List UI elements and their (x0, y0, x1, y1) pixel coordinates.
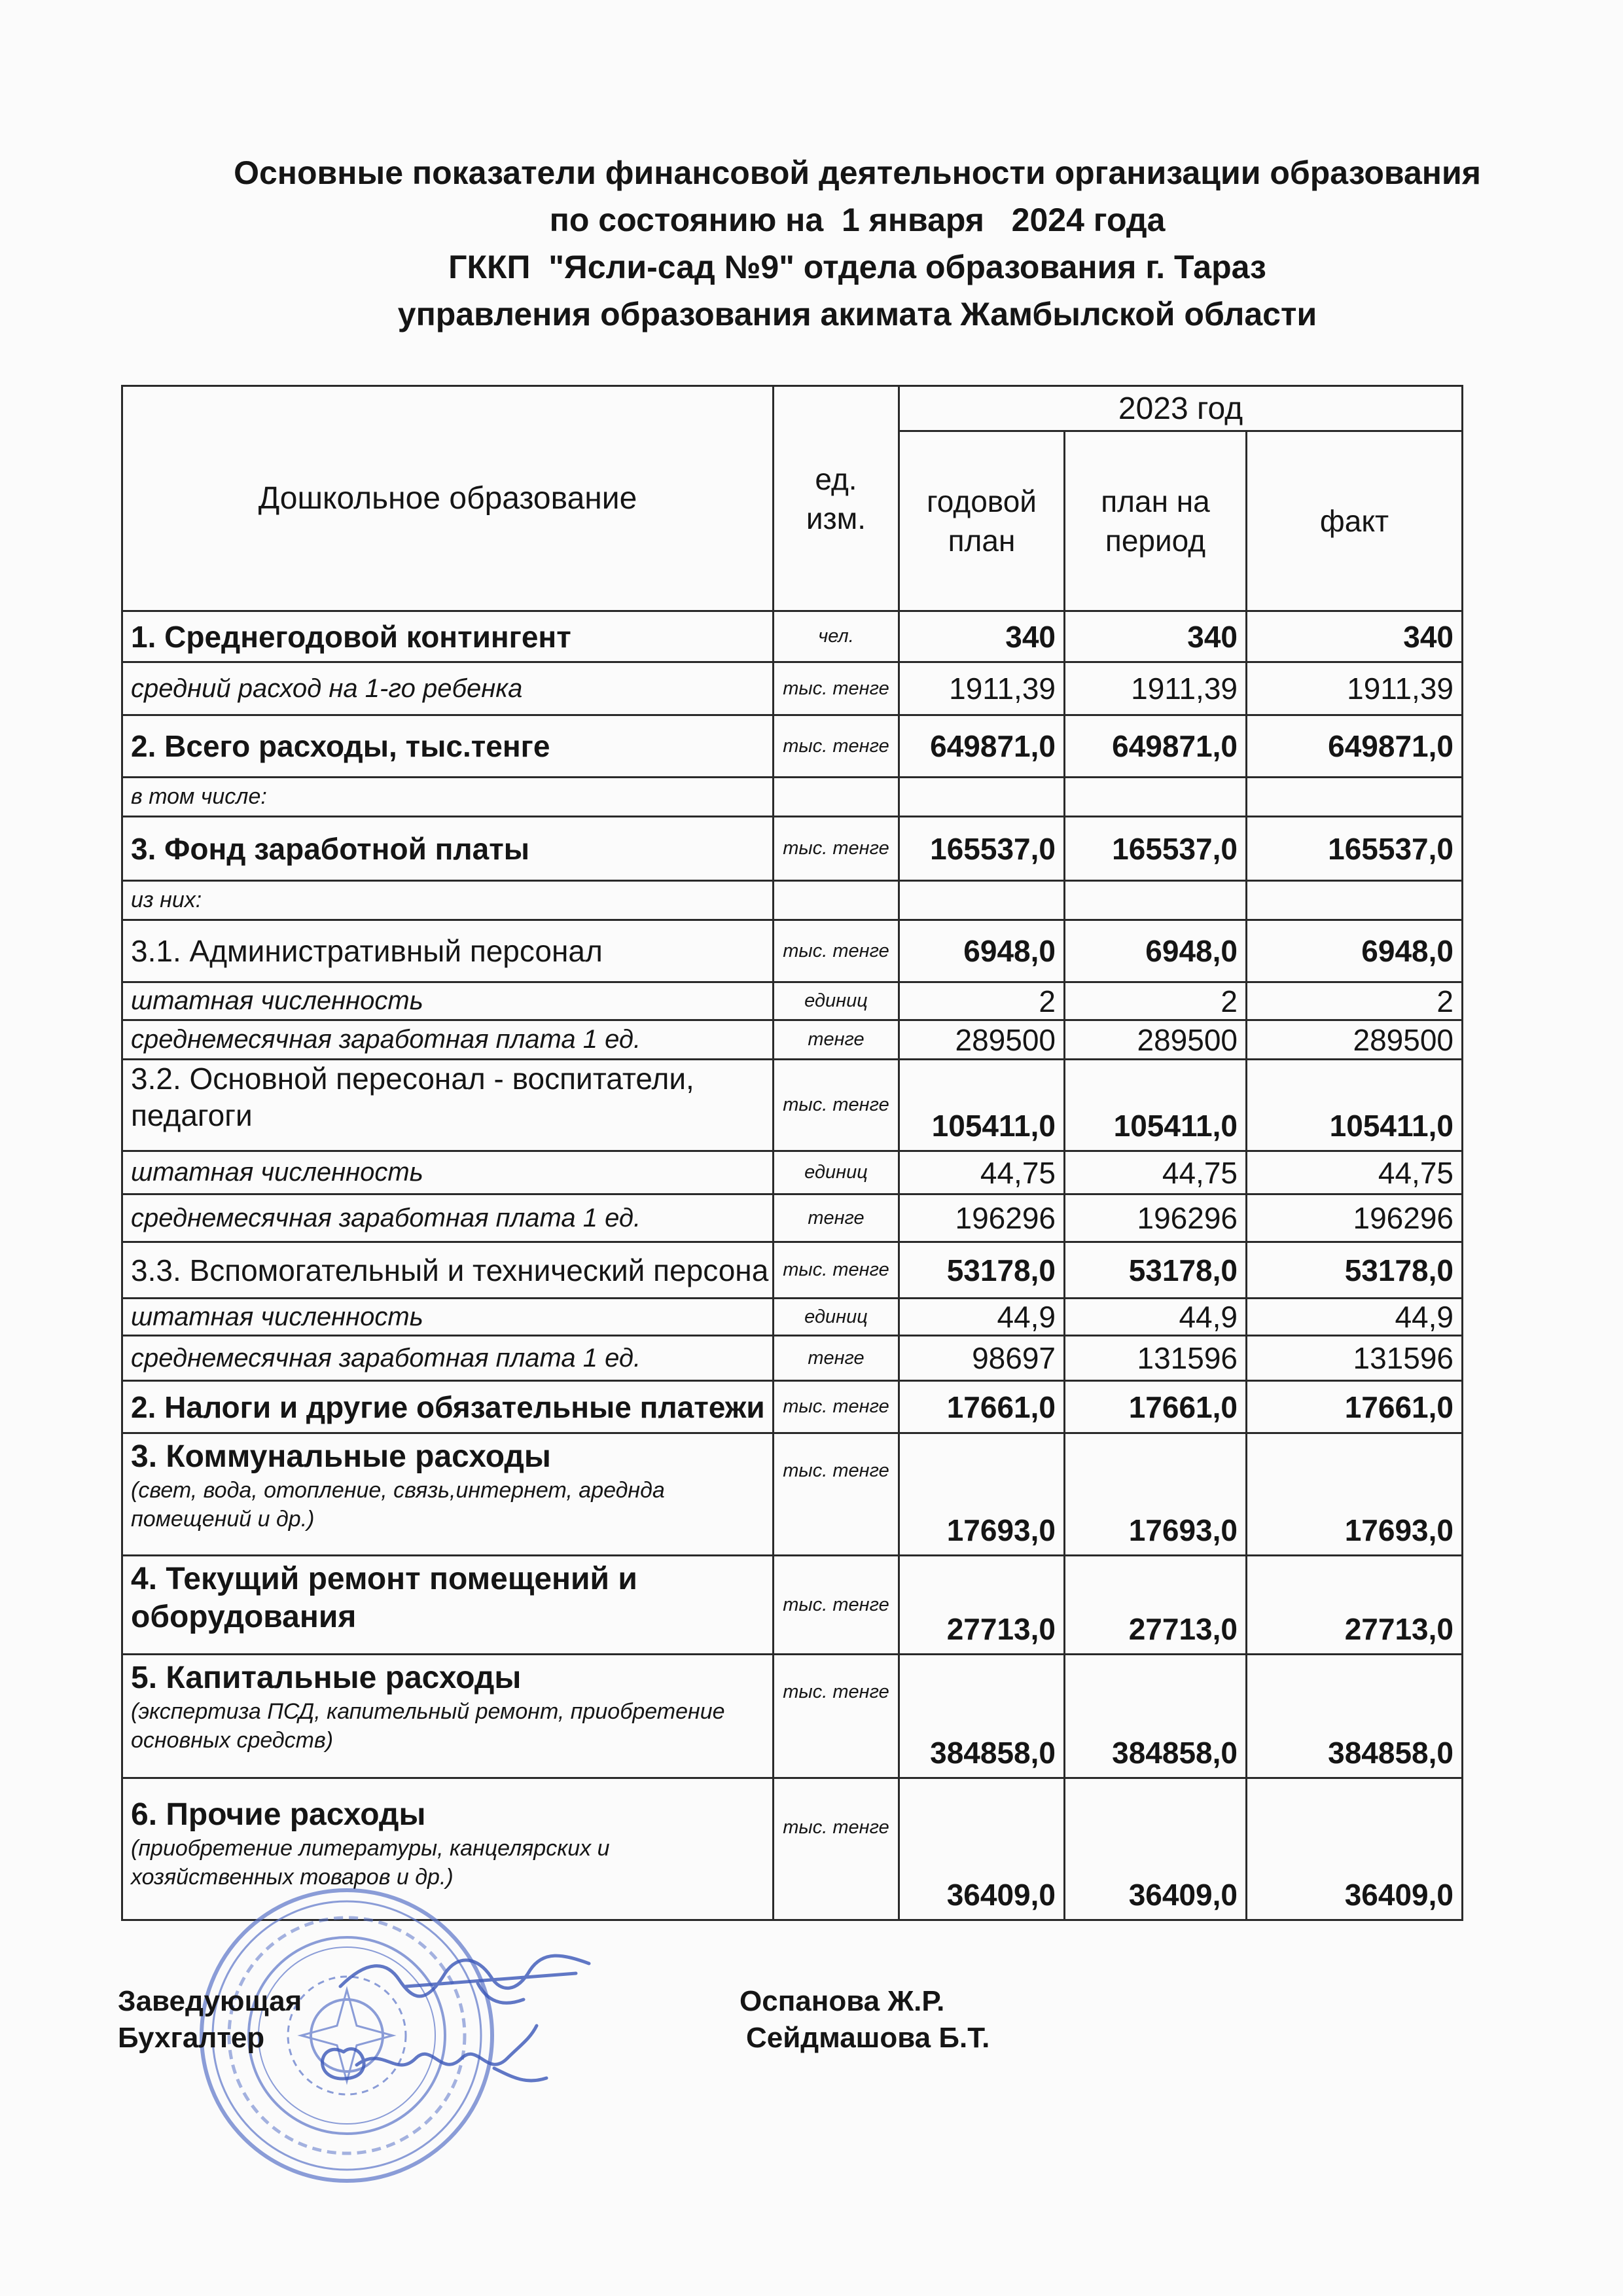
table-row (122, 1194, 1463, 1242)
cell-fact: 105411,0 (1247, 1060, 1463, 1151)
header-unit: ед. изм. (774, 386, 899, 611)
cell-annual-plan: 44,75 (899, 1151, 1065, 1194)
table-row (122, 611, 1463, 662)
header-organization: ГККП "Ясли-сад №9" отдела образования г. Тараз (448, 249, 1266, 285)
cell-fact: 44,75 (1247, 1151, 1463, 1194)
cell-annual-plan: 44,9 (899, 1299, 1065, 1336)
row-label: среднемесячная заработная плата 1 ед. (122, 1020, 774, 1060)
header-fact: факт (1247, 431, 1463, 611)
cell-fact: 196296 (1247, 1194, 1463, 1242)
row-label: 1. Среднегодовой контингент (122, 611, 774, 662)
cell-annual-plan: 53178,0 (899, 1242, 1065, 1299)
row-unit: тенге (774, 1020, 899, 1060)
cell-fact: 165537,0 (1247, 817, 1463, 881)
cell-fact: 44,9 (1247, 1299, 1463, 1336)
table-row (122, 1655, 1463, 1778)
row-title: 3. Коммунальные расходы (131, 1439, 551, 1474)
cell-period-plan: 1911,39 (1065, 662, 1247, 715)
cell-period-plan: 27713,0 (1065, 1556, 1247, 1655)
table-row (122, 1381, 1463, 1433)
row-unit: тыс. тенге (774, 817, 899, 881)
cell-annual-plan: 98697 (899, 1336, 1065, 1381)
empty-cell (774, 778, 899, 817)
header-preschool: Дошкольное образование (122, 386, 774, 611)
cell-period-plan: 44,75 (1065, 1151, 1247, 1194)
empty-cell (899, 778, 1065, 817)
cell-fact: 36409,0 (1247, 1778, 1463, 1920)
table-row (122, 1299, 1463, 1336)
row-label: в том числе: (122, 778, 774, 817)
cell-period-plan: 649871,0 (1065, 715, 1247, 778)
cell-fact: 17693,0 (1247, 1433, 1463, 1556)
signature-roles (118, 1983, 302, 2056)
cell-period-plan: 340 (1065, 611, 1247, 662)
row-label: штатная численность (122, 1151, 774, 1194)
cell-annual-plan: 2 (899, 982, 1065, 1020)
row-note: (экспертиза ПСД, капительный ремонт, приобретение основных средств) (131, 1699, 725, 1753)
row-unit: тенге (774, 1336, 899, 1381)
row-label: из них: (122, 881, 774, 920)
role-accountant: Бухгалтер (118, 2022, 265, 2054)
cell-annual-plan: 17661,0 (899, 1381, 1065, 1433)
cell-period-plan: 131596 (1065, 1336, 1247, 1381)
cell-annual-plan: 17693,0 (899, 1433, 1065, 1556)
table-row (122, 982, 1463, 1020)
cell-annual-plan: 384858,0 (899, 1655, 1065, 1778)
cell-period-plan: 196296 (1065, 1194, 1247, 1242)
cell-fact: 649871,0 (1247, 715, 1463, 778)
row-note: (свет, вода, отопление, связь,интернет, ареднда помещений и др.) (131, 1478, 665, 1532)
row-label: 2. Налоги и другие обязательные платежи (122, 1381, 774, 1433)
cell-fact: 289500 (1247, 1020, 1463, 1060)
header-period-plan: план на период (1065, 431, 1247, 611)
signature-names (740, 1983, 990, 2056)
table-row (122, 881, 1463, 920)
header-year: 2023 год (899, 386, 1463, 431)
header-title: Основные показатели финансовой деятельности организации образования (234, 154, 1481, 191)
cell-period-plan: 44,9 (1065, 1299, 1247, 1336)
header-annual-plan: годовой план (899, 431, 1065, 611)
row-unit: тыс. тенге (774, 1381, 899, 1433)
signature-accountant (298, 2013, 560, 2098)
cell-period-plan: 165537,0 (1065, 817, 1247, 881)
cell-annual-plan: 340 (899, 611, 1065, 662)
cell-period-plan: 53178,0 (1065, 1242, 1247, 1299)
cell-annual-plan: 289500 (899, 1020, 1065, 1060)
row-label (122, 1655, 774, 1778)
row-unit: тыс. тенге (774, 1655, 899, 1778)
empty-cell (1065, 778, 1247, 817)
signature-director (327, 1947, 602, 2019)
cell-fact: 340 (1247, 611, 1463, 662)
empty-cell (1247, 881, 1463, 920)
cell-fact: 53178,0 (1247, 1242, 1463, 1299)
row-label (122, 1556, 774, 1655)
row-note: (приобретение литературы, канцелярских и хозяйственных товаров и др.) (131, 1836, 610, 1890)
cell-period-plan: 36409,0 (1065, 1778, 1247, 1920)
table-row (122, 778, 1463, 817)
row-label: 2. Всего расходы, тыс.тенге (122, 715, 774, 778)
cell-period-plan: 17693,0 (1065, 1433, 1247, 1556)
cell-annual-plan: 27713,0 (899, 1556, 1065, 1655)
cell-annual-plan: 165537,0 (899, 817, 1065, 881)
cell-fact: 27713,0 (1247, 1556, 1463, 1655)
cell-annual-plan: 36409,0 (899, 1778, 1065, 1920)
row-unit: единиц (774, 1151, 899, 1194)
cell-period-plan: 17661,0 (1065, 1381, 1247, 1433)
empty-cell (1065, 881, 1247, 920)
cell-fact: 384858,0 (1247, 1655, 1463, 1778)
cell-annual-plan: 105411,0 (899, 1060, 1065, 1151)
table-row (122, 1242, 1463, 1299)
cell-fact: 2 (1247, 982, 1463, 1020)
table-row (122, 920, 1463, 982)
cell-period-plan: 105411,0 (1065, 1060, 1247, 1151)
table-row (122, 662, 1463, 715)
row-label (122, 1433, 774, 1556)
table-row (122, 715, 1463, 778)
table-row (122, 1060, 1463, 1151)
row-label: 3.1. Административный персонал (122, 920, 774, 982)
cell-period-plan: 384858,0 (1065, 1655, 1247, 1778)
document-header (124, 149, 1590, 338)
row-label: штатная численность (122, 1299, 774, 1336)
cell-period-plan: 2 (1065, 982, 1247, 1020)
table-row (122, 1336, 1463, 1381)
row-unit: тыс. тенге (774, 1060, 899, 1151)
row-unit: единиц (774, 1299, 899, 1336)
row-unit: тыс. тенге (774, 1778, 899, 1920)
financial-indicators-table (121, 385, 1463, 1921)
cell-annual-plan: 1911,39 (899, 662, 1065, 715)
empty-cell (774, 881, 899, 920)
header-authority: управления образования акимата Жамбылской области (397, 296, 1317, 332)
cell-annual-plan: 6948,0 (899, 920, 1065, 982)
row-unit: тыс. тенге (774, 662, 899, 715)
row-unit: тыс. тенге (774, 1242, 899, 1299)
row-unit: единиц (774, 982, 899, 1020)
name-director: Оспанова Ж.Р. (740, 1985, 945, 2017)
cell-annual-plan: 649871,0 (899, 715, 1065, 778)
table-row (122, 1151, 1463, 1194)
row-label: штатная численность (122, 982, 774, 1020)
row-title: 5. Капитальные расходы (131, 1660, 522, 1695)
name-accountant: Сейдмашова Б.Т. (746, 2022, 990, 2054)
row-title: 6. Прочие расходы (131, 1797, 426, 1832)
row-label: средний расход на 1-го ребенка (122, 662, 774, 715)
row-label: 3.2. Основной пересонал - воспитатели, педагоги (122, 1060, 774, 1151)
cell-fact: 131596 (1247, 1336, 1463, 1381)
table-row (122, 1556, 1463, 1655)
row-label: 3. Фонд заработной платы (122, 817, 774, 881)
cell-annual-plan: 196296 (899, 1194, 1065, 1242)
row-unit: тенге (774, 1194, 899, 1242)
row-unit: тыс. тенге (774, 715, 899, 778)
cell-fact: 6948,0 (1247, 920, 1463, 982)
row-label: среднемесячная заработная плата 1 ед. (122, 1194, 774, 1242)
cell-period-plan: 289500 (1065, 1020, 1247, 1060)
cell-fact: 17661,0 (1247, 1381, 1463, 1433)
table-row (122, 1020, 1463, 1060)
row-title: 4. Текущий ремонт помещений и оборудования (131, 1562, 637, 1634)
cell-period-plan: 6948,0 (1065, 920, 1247, 982)
empty-cell (899, 881, 1065, 920)
row-unit: чел. (774, 611, 899, 662)
empty-cell (1247, 778, 1463, 817)
table-row (122, 1433, 1463, 1556)
row-unit: тыс. тенге (774, 920, 899, 982)
cell-fact: 1911,39 (1247, 662, 1463, 715)
row-unit: тыс. тенге (774, 1556, 899, 1655)
row-label: 3.3. Вспомогательный и технический персона (122, 1242, 774, 1299)
row-unit: тыс. тенге (774, 1433, 899, 1556)
role-director: Заведующая (118, 1985, 302, 2017)
header-date: по состоянию на 1 января 2024 года (549, 202, 1166, 238)
table-row (122, 817, 1463, 881)
row-label: среднемесячная заработная плата 1 ед. (122, 1336, 774, 1381)
